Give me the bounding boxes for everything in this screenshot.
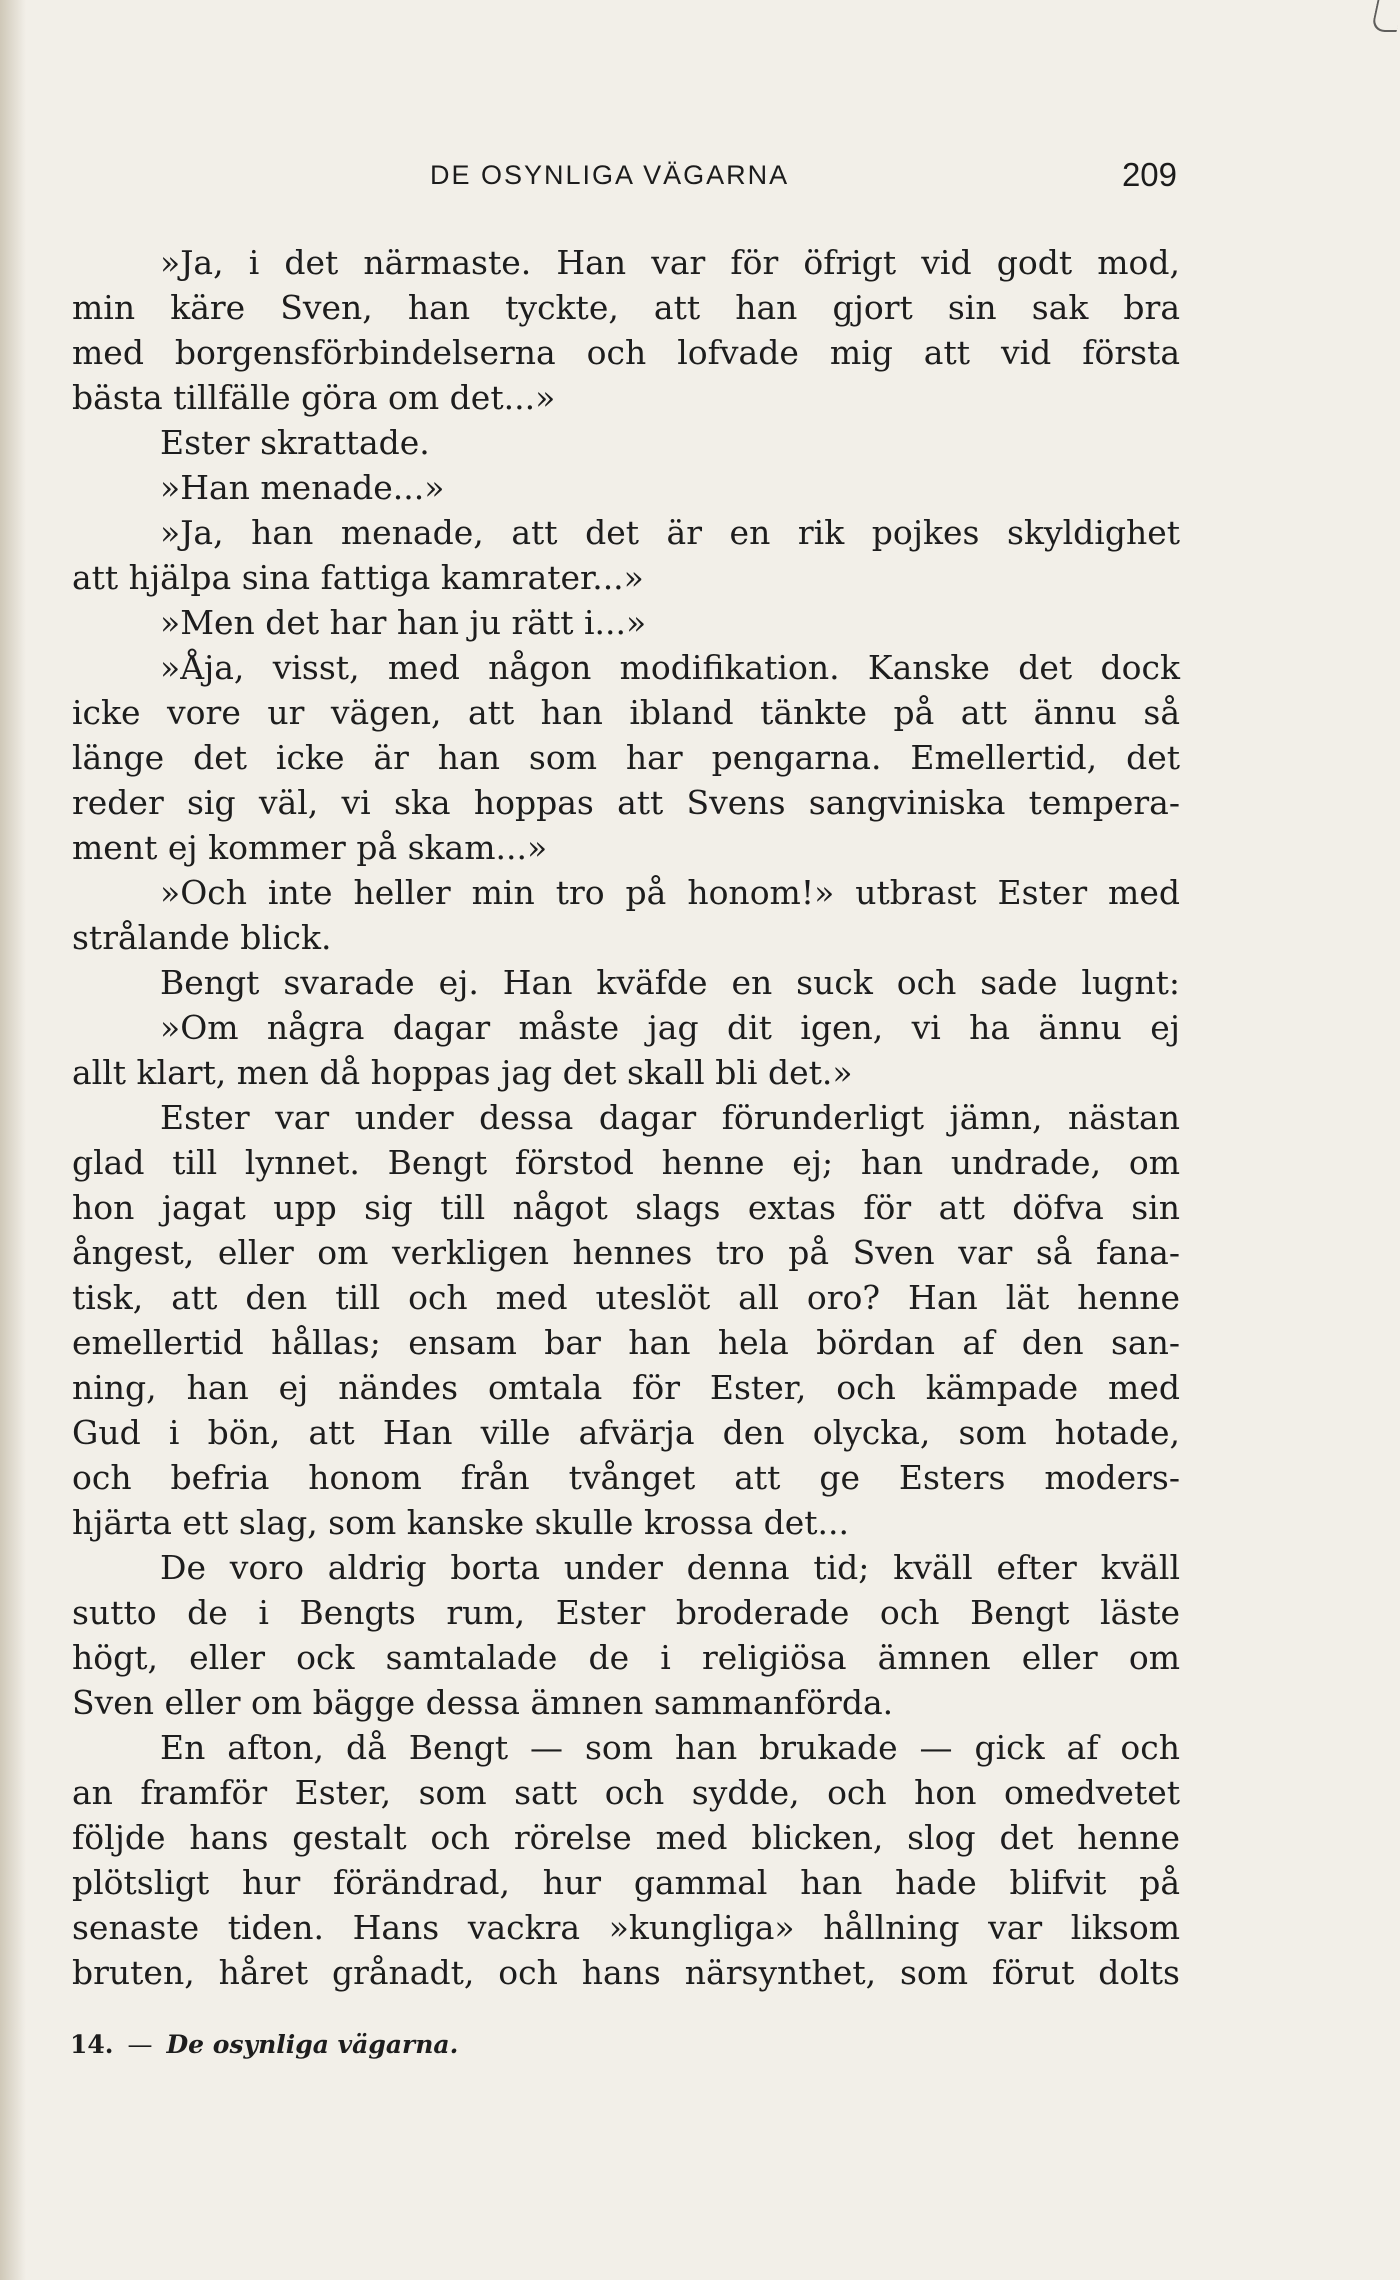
page-header [430, 156, 1180, 200]
text-line: att hjälpa sina fattiga kamrater...» [72, 558, 644, 597]
text-line: »Om några dagar måste jag dit igen, vi ha ännu ej [160, 1008, 1180, 1047]
text-line: sutto de i Bengts rum, Ester broderade och Bengt läste [72, 1593, 1180, 1632]
text-line: ning, han ej nändes omtala för Ester, och kämpade med [72, 1368, 1180, 1407]
text-line: Ester skrattade. [160, 423, 430, 462]
body-text [72, 240, 1180, 1995]
text-line: »Ja, i det närmaste. Han var för öfrigt vid godt mod, [160, 243, 1180, 282]
text-line: icke vore ur vägen, att han ibland tänkte på att ännu så [72, 693, 1180, 732]
text-line: De voro aldrig borta under denna tid; kväll efter kväll [160, 1548, 1180, 1587]
signature-number: 14. [70, 2030, 114, 2059]
text-line: min käre Sven, han tyckte, att han gjort sin sak bra [72, 288, 1180, 327]
text-line: »Men det har han ju rätt i...» [160, 603, 647, 642]
signature-dash: — [127, 2030, 153, 2059]
running-title: DE OSYNLIGA VÄGARNA [430, 160, 790, 190]
page-number: 209 [1121, 156, 1177, 193]
text-line: hon jagat upp sig till något slags extas för att döfva sin [72, 1188, 1180, 1227]
text-line: bästa tillfälle göra om det...» [72, 378, 556, 417]
text-line: strålande blick. [72, 918, 332, 957]
text-line: senaste tiden. Hans vackra »kungliga» hållning var liksom [72, 1908, 1180, 1947]
signature-title: De osynliga vägarna. [166, 2030, 459, 2059]
text-line: emellertid hållas; ensam bar han hela bördan af den san- [72, 1323, 1180, 1362]
text-line: glad till lynnet. Bengt förstod henne ej; han undrade, om [72, 1143, 1180, 1182]
text-line: Gud i bön, att Han ville afvärja den olycka, som hotade, [72, 1413, 1180, 1452]
text-line: Sven eller om bägge dessa ämnen sammanförda. [72, 1683, 894, 1722]
text-line: Bengt svarade ej. Han kväfde en suck och sade lugnt: [160, 963, 1180, 1002]
text-line: ångest, eller om verkligen hennes tro på Sven var så fana- [72, 1233, 1180, 1272]
text-line: En afton, då Bengt — som han brukade — gick af och [160, 1728, 1180, 1767]
text-line: länge det icke är han som har pengarna. Emellertid, det [72, 738, 1180, 777]
text-line: »Han menade...» [160, 468, 445, 507]
text-line: tisk, att den till och med uteslöt all oro? Han lät henne [72, 1278, 1180, 1317]
text-line: allt klart, men då hoppas jag det skall bli det.» [72, 1053, 853, 1092]
text-line: med borgensförbindelserna och lofvade mig att vid första [72, 333, 1180, 372]
text-line: och befria honom från tvånget att ge Esters moders- [72, 1458, 1180, 1497]
text-line: reder sig väl, vi ska hoppas att Svens sangviniska tempera- [72, 783, 1180, 822]
text-line: plötsligt hur förändrad, hur gammal han hade blifvit på [72, 1863, 1180, 1902]
signature-line [70, 2030, 770, 2059]
text-line: »Åja, visst, med någon modifikation. Kanske det dock [160, 648, 1180, 687]
text-line: Ester var under dessa dagar förunderligt jämn, nästan [160, 1098, 1180, 1137]
text-line: ment ej kommer på skam...» [72, 828, 548, 867]
page-corner-mark [1371, 0, 1400, 32]
text-line: »Ja, han menade, att det är en rik pojkes skyldighet [160, 513, 1180, 552]
text-line: hjärta ett slag, som kanske skulle krossa det... [72, 1503, 849, 1542]
page-gutter-shadow [0, 0, 26, 2280]
text-line: »Och inte heller min tro på honom!» utbrast Ester med [160, 873, 1180, 912]
text-line: högt, eller ock samtalade de i religiösa ämnen eller om [72, 1638, 1180, 1677]
text-line: an framför Ester, som satt och sydde, och hon omedvetet [72, 1773, 1180, 1812]
text-line: bruten, håret grånadt, och hans närsynthet, som förut dolts [72, 1953, 1180, 1992]
text-line: följde hans gestalt och rörelse med blicken, slog det henne [72, 1818, 1180, 1857]
